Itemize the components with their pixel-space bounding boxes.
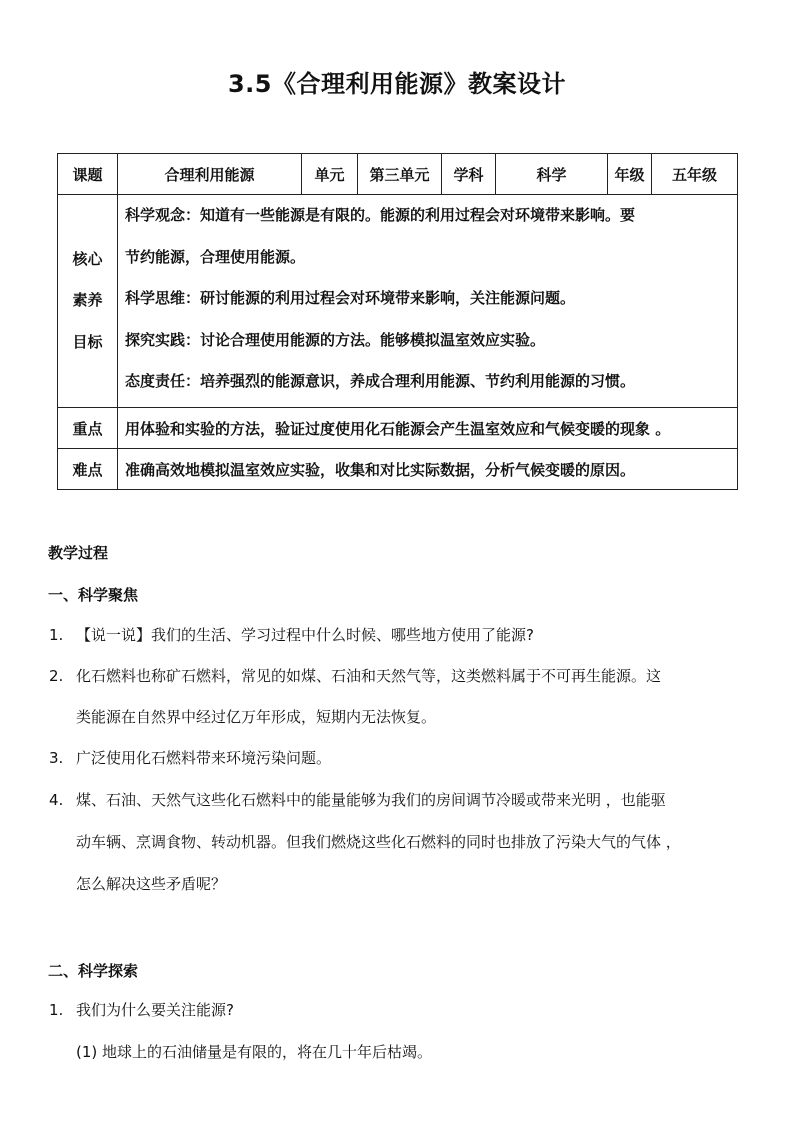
core-label-1: 核心 <box>72 249 103 268</box>
table-row <box>58 154 738 195</box>
cell-topic-label: 课题 <box>58 154 118 195</box>
list-item: 化石燃料也称矿石燃料，常见的如煤、石油和天然气等，这类燃料属于不可再生能源。这 <box>76 667 662 685</box>
cell-unit-value: 第三单元 <box>358 154 442 195</box>
cell-grade-value: 五年级 <box>652 154 738 195</box>
goal-line: 态度责任：培养强烈的能源意识，养成合理利用能源、节约利用能源的习惯。 <box>125 372 636 390</box>
item-number: 2. <box>49 667 64 685</box>
list-item: 我们为什么要关注能源? <box>76 1001 234 1019</box>
goal-line: 探究实践：讨论合理使用能源的方法。能够模拟温室效应实验。 <box>125 330 546 349</box>
difficulty-text: 准确高效地模拟温室效应实验，收集和对比实际数据，分析气候变暖的原因。 <box>118 449 738 490</box>
item-number: 4. <box>49 791 64 809</box>
list-item: 广泛使用化石燃料带来环境污染问题。 <box>76 749 332 767</box>
goal-line: 科学观念：知道有一些能源是有限的。能源的利用过程会对环境带来影响。要 <box>125 206 636 224</box>
lesson-info-table <box>57 153 738 490</box>
list-item: 【说一说】我们的生活、学习过程中什么时候、哪些地方使用了能源? <box>76 626 534 644</box>
item-number: 1. <box>49 626 64 644</box>
list-item: 怎么解决这些矛盾呢？ <box>76 875 227 893</box>
list-item: 动车辆、烹调食物、转动机器。但我们燃烧这些化石燃料的同时也排放了污染大气的气体 ， <box>76 833 681 851</box>
table-row <box>58 449 738 490</box>
item-number: 3. <box>49 749 64 767</box>
cell-topic-value: 合理利用能源 <box>118 154 302 195</box>
core-goals-content <box>118 195 738 408</box>
cell-grade-label: 年级 <box>608 154 652 195</box>
table-row <box>58 195 738 408</box>
goal-line: 科学思维：研讨能源的利用过程会对环境带来影响，关注能源问题。 <box>125 289 576 307</box>
core-goals-label <box>58 195 118 408</box>
list-item: 煤、石油、天然气这些化石燃料中的能量能够为我们的房间调节冷暖或带来光明 ，也能驱 <box>76 791 666 809</box>
key-point-text: 用体验和实验的方法，验证过度使用化石能源会产生温室效应和气候变暖的现象 。 <box>118 408 738 449</box>
cell-unit-label: 单元 <box>302 154 358 195</box>
cell-subject-label: 学科 <box>442 154 496 195</box>
list-item: 类能源在自然界中经过亿万年形成，短期内无法恢复。 <box>76 708 437 726</box>
core-label-2: 素养 <box>72 291 103 310</box>
core-label-3: 目标 <box>72 332 103 351</box>
section2-heading: 二、科学探索 <box>48 962 139 980</box>
item-number: 1. <box>49 1001 64 1019</box>
page-title: 3.5《合理利用能源》教案设计 <box>227 70 566 98</box>
difficulty-label: 难点 <box>58 449 118 490</box>
key-point-label: 重点 <box>58 408 118 449</box>
cell-subject-value: 科学 <box>496 154 608 195</box>
sub-item: (1) 地球上的石油储量是有限的，将在几十年后枯竭。 <box>76 1043 433 1061</box>
table-row <box>58 408 738 449</box>
section1-heading: 一、科学聚焦 <box>48 586 139 604</box>
goal-line: 节约能源，合理使用能源。 <box>125 247 306 266</box>
process-heading: 教学过程 <box>48 544 109 562</box>
